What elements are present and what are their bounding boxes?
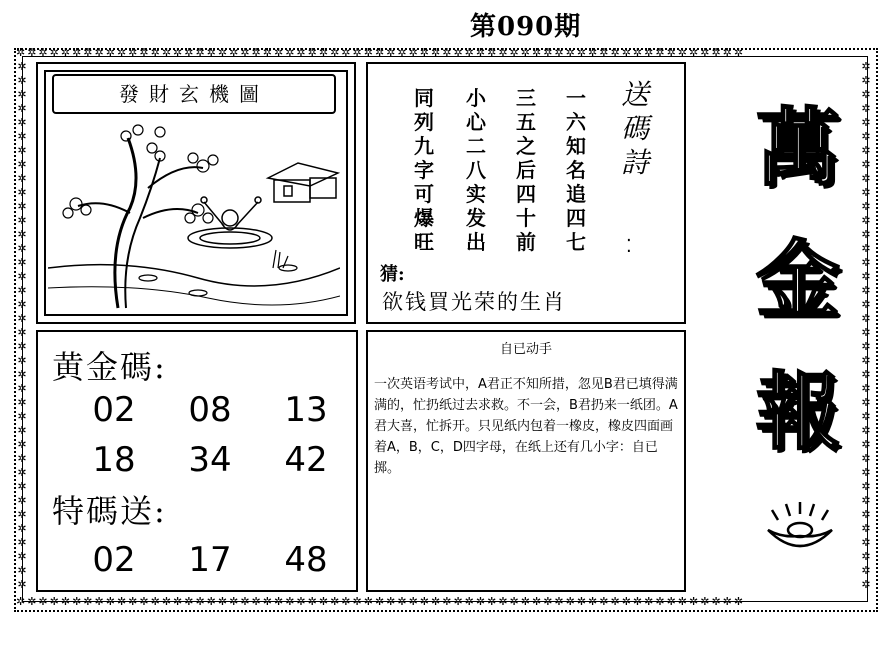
guess-label: 猜: [380,264,405,285]
fortune-picture-panel [36,62,356,324]
gold-number: 02 [92,390,136,430]
story-body: 一次英语考试中，A君正不知所措，忽见B君已填得满满的，忙扔纸过去求救。不一会，B君扔来一纸团。A君大喜，忙拆开。只见纸内包着一橡皮，橡皮四面画着A，B，C，D四字母，在纸上还有几小字：自已掷。 [374,377,678,476]
poem-label-colon: ⁚ [626,236,632,257]
special-numbers-title: 特碼送: [52,492,167,530]
gold-numbers-title: 黄金碼: [52,348,167,386]
poem-line-1: 一六知名追四七 [566,86,586,254]
star-border-right: ✲ ✲ ✲ ✲ ✲ ✲ ✲ ✲ ✲ ✲ ✲ ✲ ✲ ✲ ✲ ✲ ✲ ✲ ✲ ✲ ✲ ✲ ✲ ✲ ✲ ✲ ✲ ✲ ✲ ✲ ✲ ✲ ✲ ✲ ✲ ✲ ✲ ✲ [861,60,871,591]
gold-number: 42 [284,440,328,480]
poem-line-2: 三五之后四十前 [516,86,536,254]
story-title: 自已动手 [499,342,552,357]
poem-line-3: 小心二八实发出 [466,86,486,254]
poem-panel [366,62,686,324]
brand-char-1: 萬 [755,98,840,197]
guess-text: 欲钱買光荣的生肖 [382,290,566,314]
gold-number: 13 [284,390,328,430]
brand-char-3: 報 [755,362,840,461]
gold-number: 18 [92,440,136,480]
star-border-left: ✲ ✲ ✲ ✲ ✲ ✲ ✲ ✲ ✲ ✲ ✲ ✲ ✲ ✲ ✲ ✲ ✲ ✲ ✲ ✲ ✲ ✲ ✲ ✲ ✲ ✲ ✲ ✲ ✲ ✲ ✲ ✲ ✲ ✲ ✲ ✲ ✲ ✲ [17,60,27,591]
gold-numbers-row-2 [84,440,336,480]
swimmer-illustration [48,118,340,314]
brand-char-2: 金 [755,230,840,329]
poem-line-4: 同列九字可爆旺 [414,86,434,254]
picture-title: 發財玄機圖 [52,74,336,114]
star-border-bottom: ✲✲✲✲✲✲✲✲✲✲✲✲✲✲✲✲✲✲✲✲✲✲✲✲✲✲✲✲✲✲✲✲✲✲✲✲✲✲✲✲✲✲✲✲✲✲✲✲✲✲✲✲✲✲✲✲✲✲✲✲✲✲✲✲✲ [16,596,746,608]
gold-number: 08 [188,390,232,430]
gold-number: 34 [188,440,232,480]
gold-ingot-icon [760,500,840,560]
poem-label: 送碼詩 [620,78,649,179]
story-panel [366,330,686,592]
special-number: 02 [92,540,136,580]
special-number: 17 [188,540,232,580]
star-border-top: ✲✲✲✲✲✲✲✲✲✲✲✲✲✲✲✲✲✲✲✲✲✲✲✲✲✲✲✲✲✲✲✲✲✲✲✲✲✲✲✲✲✲✲✲✲✲✲✲✲✲✲✲✲✲✲✲✲✲✲✲✲✲✲✲✲ [16,47,746,59]
gold-numbers-row-1 [84,390,336,430]
issue-number: 第090期 [470,12,582,42]
gold-numbers-panel [36,330,358,592]
special-number: 48 [284,540,328,580]
special-numbers-row [84,540,336,580]
